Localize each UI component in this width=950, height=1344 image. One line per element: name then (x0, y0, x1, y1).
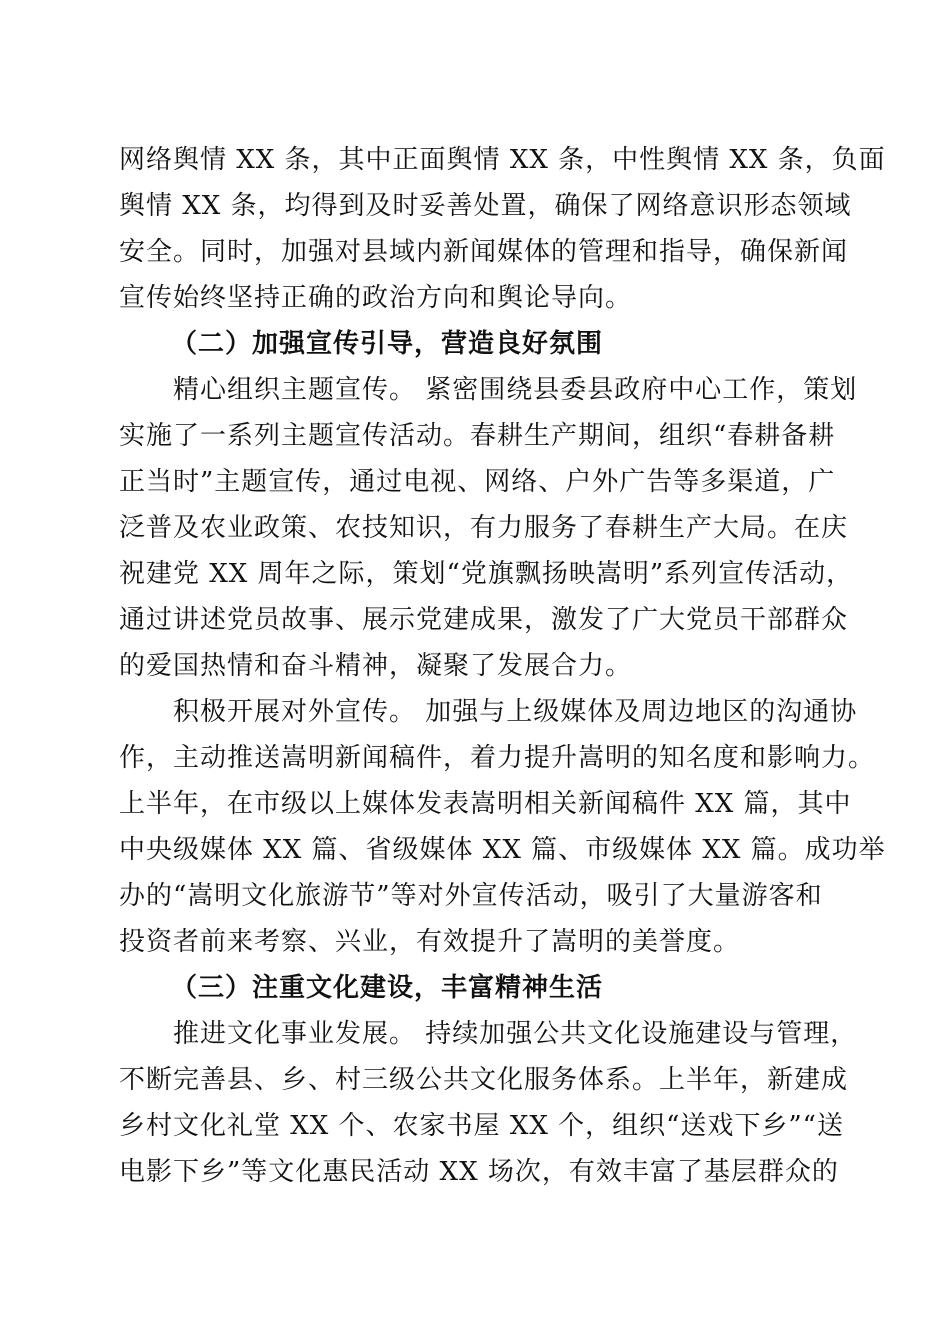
paragraph-line: 泛普及农业政策、农技知识，有力服务了春耕生产大局。在庆 (119, 513, 849, 543)
paragraph-line: 电影下乡”等文化惠民活动 XX 场次，有效丰富了基层群众的 (119, 1157, 839, 1187)
paragraph-line: 安全。同时，加强对县域内新闻媒体的管理和指导，确保新闻 (119, 237, 849, 267)
section-heading-2: （二）加强宣传引导，营造良好氛围 (171, 329, 604, 359)
paragraph-line: 祝建党 XX 周年之际，策划“党旗飘扬映嵩明”系列宣传活动， (119, 559, 854, 589)
paragraph-line: 积极开展对外宣传。 加强与上级媒体及周边地区的沟通协 (119, 697, 858, 727)
paragraph-line: 上半年，在市级以上媒体发表嵩明相关新闻稿件 XX 篇，其中 (119, 789, 852, 819)
paragraph-line: 宣传始终坚持正确的政治方向和舆论导向。 (119, 283, 633, 313)
paragraph-line: 实施了一系列主题宣传活动。春耕生产期间，组织“春耕备耕 (119, 421, 836, 451)
paragraph-line: 舆情 XX 条，均得到及时妥善处置，确保了网络意识形态领域 (119, 191, 852, 221)
paragraph-line: 网络舆情 XX 条，其中正面舆情 XX 条，中性舆情 XX 条，负面 (119, 145, 886, 175)
paragraph-line: 乡村文化礼堂 XX 个、农家书屋 XX 个，组织“送戏下乡”“送 (119, 1111, 844, 1141)
paragraph-line: 推进文化事业发展。 持续加强公共文化设施建设与管理， (119, 1019, 858, 1049)
paragraph-line: 正当时”主题宣传，通过电视、网络、户外广告等多渠道，广 (119, 467, 836, 497)
paragraph-line: 中央级媒体 XX 篇、省级媒体 XX 篇、市级媒体 XX 篇。成功举 (119, 835, 886, 865)
paragraph-line: 通过讲述党员故事、展示党建成果，激发了广大党员干部群众 (119, 605, 849, 635)
paragraph-line: 精心组织主题宣传。 紧密围绕县委县政府中心工作，策划 (119, 375, 858, 405)
paragraph-line: 投资者前来考察、兴业，有效提升了嵩明的美誉度。 (119, 927, 741, 957)
paragraph-line: 作，主动推送嵩明新闻稿件，着力提升嵩明的知名度和影响力。 (119, 743, 876, 773)
paragraph-line: 的爱国热情和奋斗精神，凝聚了发展合力。 (119, 651, 633, 681)
section-heading-3: （三）注重文化建设，丰富精神生活 (171, 973, 604, 1003)
paragraph-line: 不断完善县、乡、村三级公共文化服务体系。上半年，新建成 (119, 1065, 849, 1095)
document-body (119, 137, 886, 1195)
paragraph-line: 办的“嵩明文化旅游节”等对外宣传活动，吸引了大量游客和 (119, 881, 823, 911)
